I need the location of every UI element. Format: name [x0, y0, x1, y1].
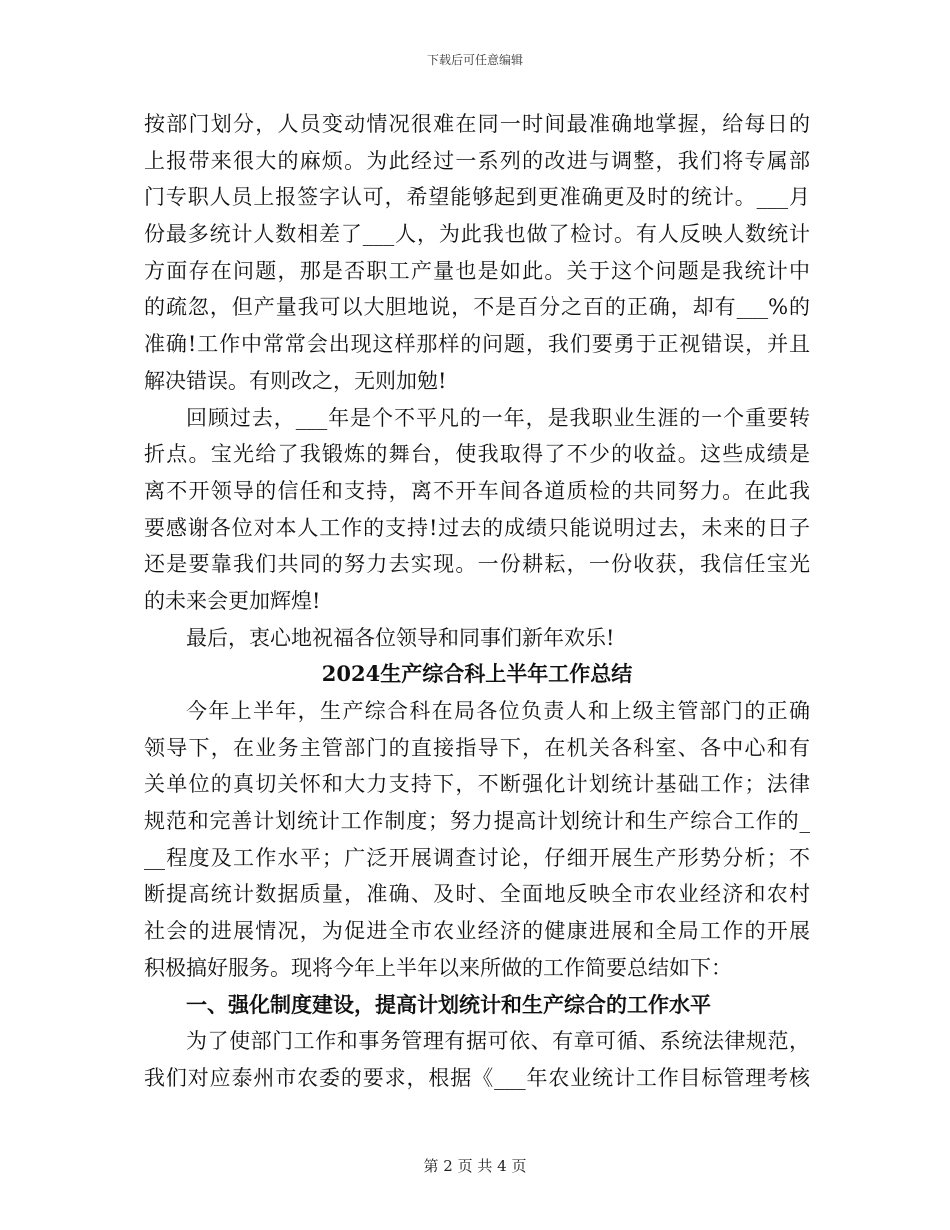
body-line: 准确!工作中常常会出现这样那样的问题，我们要勇于正视错误，并且 [144, 332, 810, 357]
page-footer: 第 2 页 共 4 页 [423, 1157, 527, 1175]
body-line: 折点。宝光给了我锻炼的舞台，使我取得了不少的收益。这些成绩是 [144, 442, 810, 467]
body-line: 我们对应泰州市农委的要求，根据《___年农业统计工作目标管理考核 [144, 1065, 810, 1090]
body-line: 上报带来很大的麻烦。为此经过一系列的改进与调整，我们将专属部 [144, 148, 810, 173]
body-line: 的未来会更加辉煌! [144, 588, 321, 613]
paragraph-start-line: 今年上半年，生产综合科在局各位负责人和上级主管部门的正确 [186, 699, 810, 723]
body-line: 断提高统计数据质量，准确、及时、全面地反映全市农业经济和农村 [144, 882, 810, 907]
body-line: 规范和完善计划统计工作制度；努力提高计划统计和生产综合工作的_ [144, 809, 810, 834]
body-line: 按部门划分，人员变动情况很难在同一时间最准确地掌握，给每日的 [144, 112, 810, 136]
body-line: 份最多统计人数相差了___人，为此我也做了检讨。有人反映人数统计 [144, 222, 810, 247]
body-line: 门专职人员上报签字认可，希望能够起到更准确更及时的统计。___月 [144, 185, 810, 210]
paragraph-start-line: 回顾过去，___年是个不平凡的一年，是我职业生涯的一个重要转 [186, 405, 810, 430]
paragraph-start-line: 最后，衷心地祝福各位领导和同事们新年欢乐! [186, 625, 615, 650]
document-body [144, 106, 810, 1097]
body-line: __程度及工作水平；广泛开展调查讨论，仔细开展生产形势分析；不 [144, 845, 810, 870]
body-line: 社会的进展情况，为促进全市农业经济的健康进展和全局工作的开展 [144, 919, 810, 944]
page-header: 下载后可任意编辑 [426, 53, 523, 67]
body-line: 关单位的真切关怀和大力支持下，不断强化计划统计基础工作；法律 [144, 772, 810, 797]
body-line: 要感谢各位对本人工作的支持!过去的成绩只能说明过去，未来的日子 [144, 515, 810, 540]
paragraph-start-line: 为了使部门工作和事务管理有据可依、有章可循、系统法律规范， [186, 1029, 810, 1054]
body-line: 方面存在问题，那是否职工产量也是如此。关于这个问题是我统计中 [144, 258, 810, 283]
body-line: 领导下，在业务主管部门的直接指导下，在机关各科室、各中心和有 [144, 735, 810, 760]
body-line: 还是要靠我们共同的努力去实现。一份耕耘，一份收获，我信任宝光 [144, 552, 810, 577]
body-line: 积极搞好服务。现将今年上半年以来所做的工作简要总结如下： [144, 955, 732, 980]
section-heading: 一、强化制度建设，提高计划统计和生产综合的工作水平 [186, 991, 711, 1017]
body-line: 离不开领导的信任和支持，离不开车间各道质检的共同努力。在此我 [144, 478, 810, 503]
body-line: 解决错误。有则改之，无则加勉! [144, 368, 447, 393]
section-title: 2024生产综合科上半年工作总结 [321, 661, 633, 687]
body-line: 的疏忽，但产量我可以大胆地说，不是百分之百的正确，却有___%的 [144, 295, 810, 320]
